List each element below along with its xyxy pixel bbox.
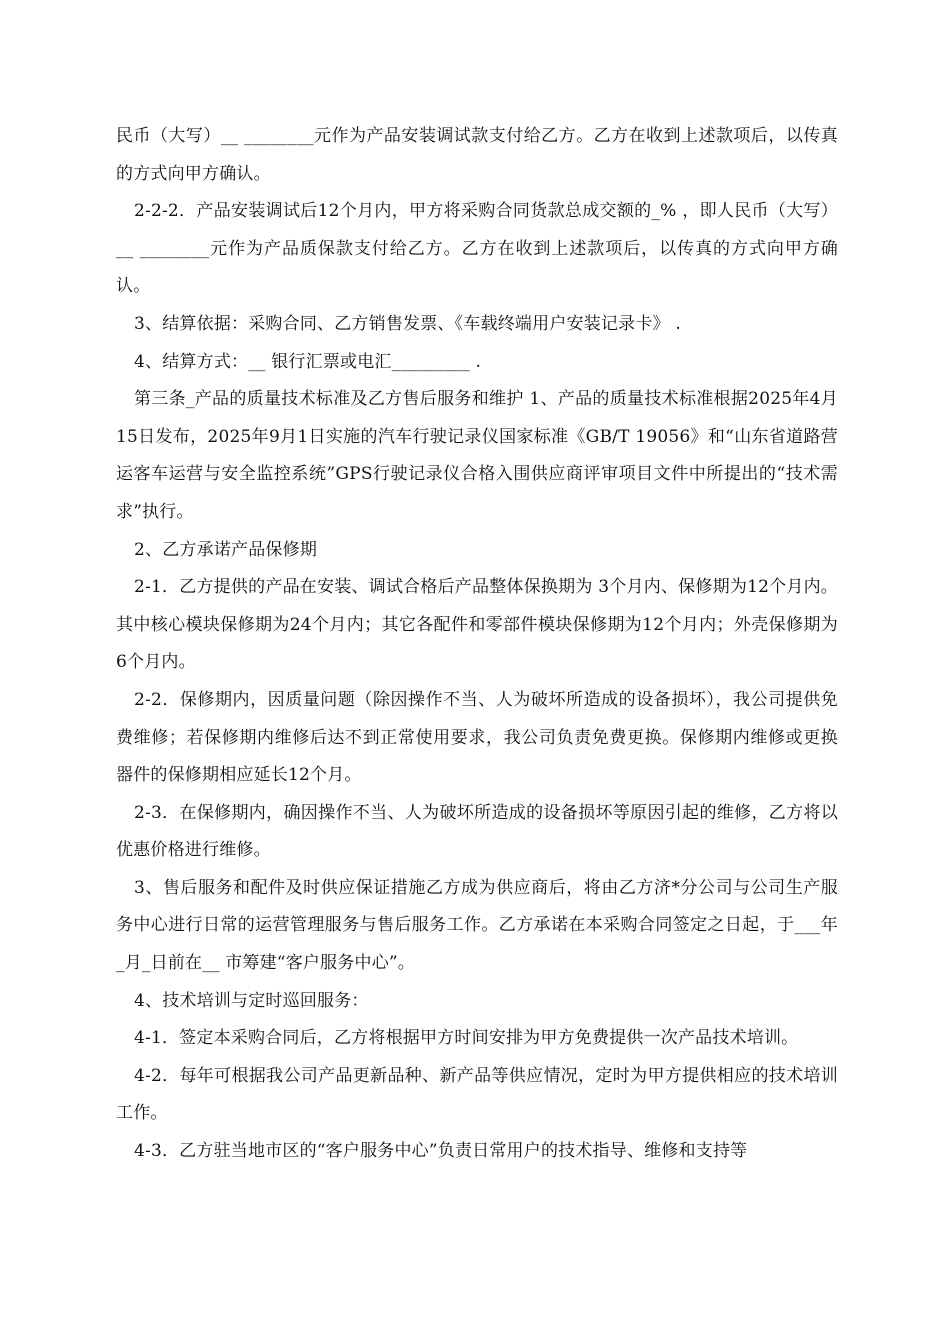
- paragraph-article-three: 第三条_产品的质量技术标准及乙方售后服务和维护 1、产品的质量技术标准根据2025年4月15日发布，2025年9月1日实施的汽车行驶记录仪国家标准《GB/T 19056》和“山东省道路营运客车运营与安全监控系统”GPS行驶记录仪合格入围供应商评审项目文件中所提出的“技术需求”执行。: [116, 389, 838, 522]
- paragraph-warranty-periods: 2-1．乙方提供的产品在安装、调试合格后产品整体保换期为 3个月内、保修期为12个月内。其中核心模块保修期为24个月内；其它各配件和零部件模块保修期为12个月内；外壳保修期为6个月内。: [116, 577, 838, 673]
- paragraph-training-heading: 4、技术培训与定时巡回服务：: [134, 990, 369, 1011]
- paragraph-settlement-basis: 3、结算依据：采购合同、乙方销售发票、《车载终端用户安装记录卡》 .: [134, 313, 681, 334]
- paragraph-discount-repair: 2-3．在保修期内，确因操作不当、人为破坏所造成的设备损坏等原因引起的维修，乙方将以优惠价格进行维修。: [116, 802, 838, 861]
- document-page: [116, 118, 838, 1171]
- paragraph-warranty-commitment: 2、乙方承诺产品保修期: [134, 539, 318, 560]
- paragraph-after-sales: 3、售后服务和配件及时供应保证措施乙方成为供应商后，将由乙方济*分公司与公司生产服务中心进行日常的运营管理服务与售后服务工作。乙方承诺在本采购合同签定之日起，于___年_月_日前在__ 市筹建“客户服务中心”。: [116, 877, 838, 974]
- paragraph-training-annual: 4-2．每年可根据我公司产品更新品种、新产品等供应情况，定时为甲方提供相应的技术培训工作。: [116, 1065, 838, 1124]
- paragraph-service-center: 4-3．乙方驻当地市区的“客户服务中心”负责日常用户的技术指导、维修和支持等: [134, 1141, 748, 1162]
- paragraph-payment-install: 民币（大写）__ ________元作为产品安装调试款支付给乙方。乙方在收到上述款项后，以传真的方式向甲方确认。: [116, 126, 838, 184]
- paragraph-training-free: 4-1．签定本采购合同后，乙方将根据甲方时间安排为甲方免费提供一次产品技术培训。: [134, 1028, 799, 1049]
- paragraph-settlement-method: 4、结算方式：__ 银行汇票或电汇_________ .: [134, 351, 482, 372]
- paragraph-warranty-payment: 2-2-2．产品安装调试后12个月内，甲方将采购合同货款总成交额的_% ，即人民币（大写）__ ________元作为产品质保款支付给乙方。乙方在收到上述款项后，以传真的方式向甲方确认。: [116, 201, 838, 297]
- paragraph-free-repair: 2-2．保修期内，因质量问题（除因操作不当、人为破坏所造成的设备损坏），我公司提供免费维修；若保修期内维修后达不到正常使用要求，我公司负责免费更换。保修期内维修或更换器件的保修期相应延长12个月。: [116, 689, 838, 786]
